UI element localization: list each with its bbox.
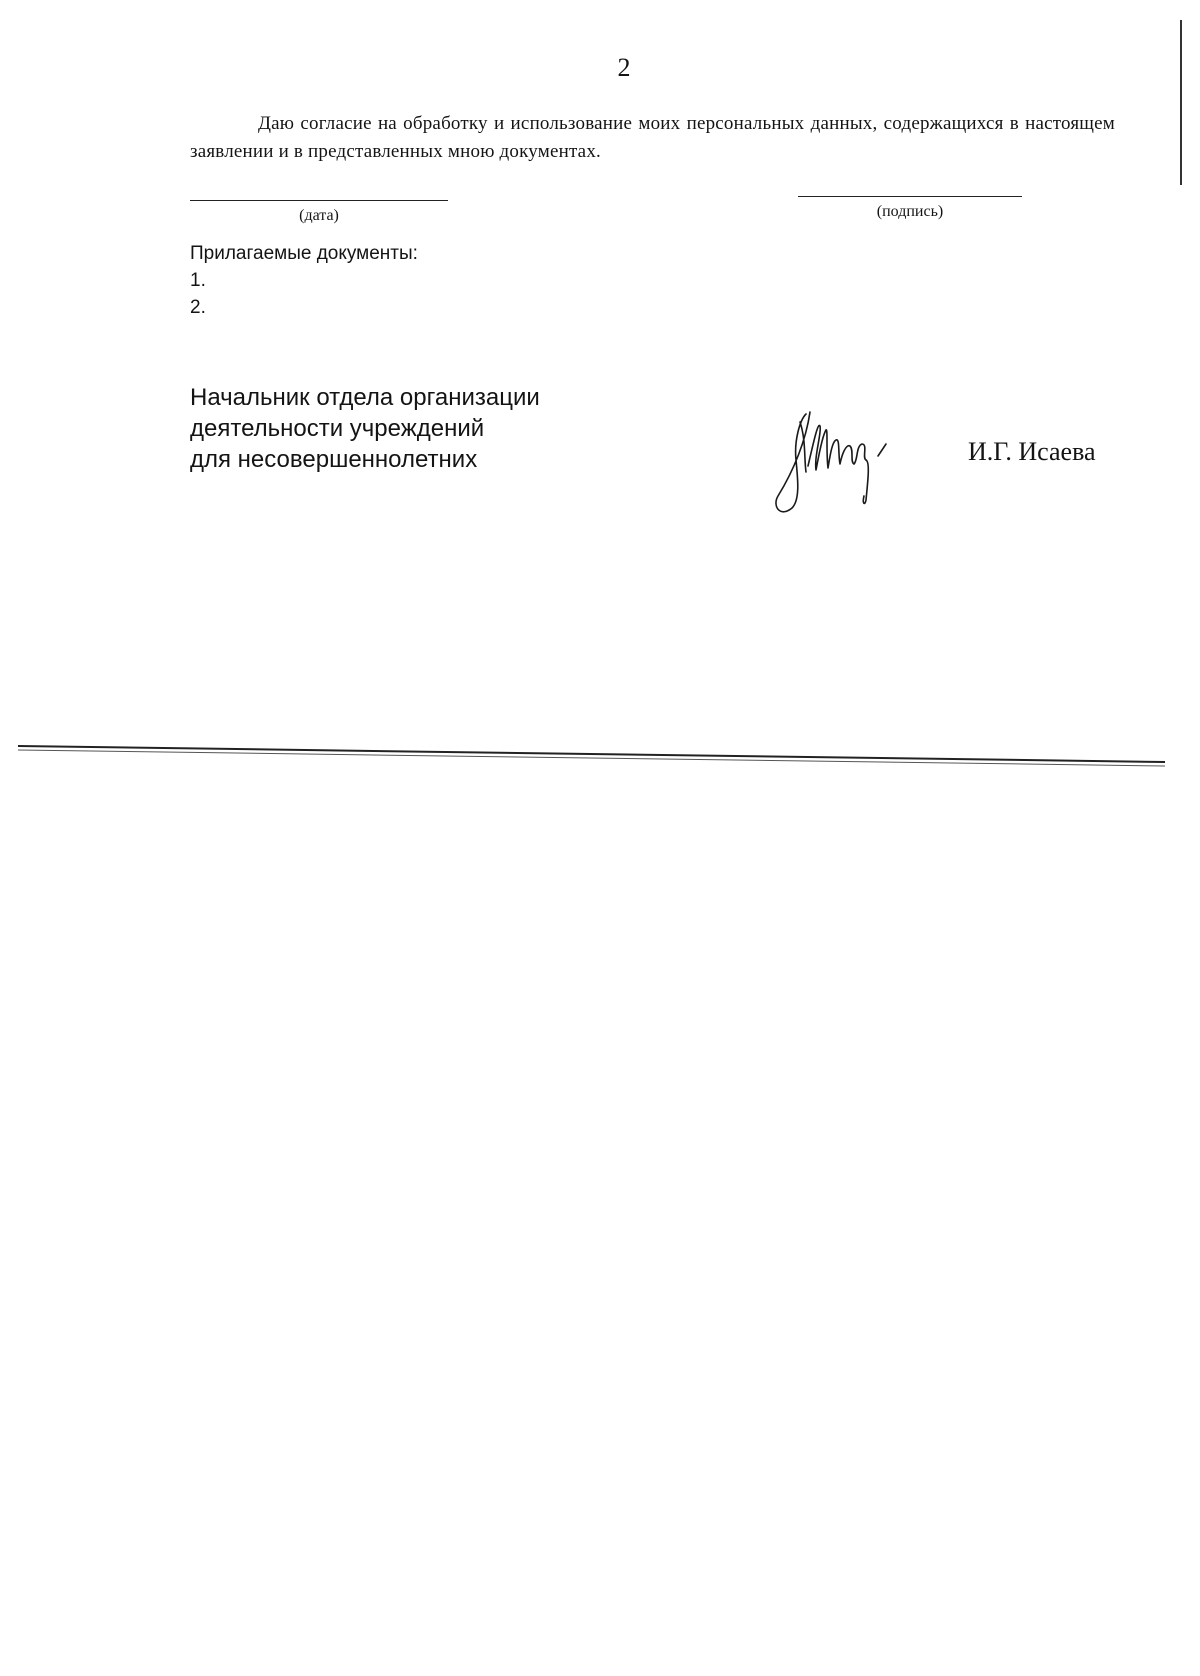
consent-paragraph: Даю согласие на обработку и использование моих персональных данных, содержащихся в настоящем заявлении и в представленных мною документах. <box>190 113 1115 162</box>
signer-name: И.Г. Исаева <box>968 437 1096 466</box>
position-line: деятельности учреждений <box>190 415 485 442</box>
scan-edge-line <box>1180 20 1182 185</box>
attachments-list <box>190 240 418 321</box>
attachment-item: 1. <box>190 270 206 291</box>
date-caption: (дата) <box>299 207 339 224</box>
position-line: Начальник отдела организации <box>190 384 540 411</box>
date-line <box>190 200 448 201</box>
attachments-heading: Прилагаемые документы: <box>190 243 418 264</box>
attachment-item: 2. <box>190 297 206 318</box>
signer-position <box>190 382 540 475</box>
position-line: для несовершеннолетних <box>190 446 478 473</box>
signature-line <box>798 196 1022 197</box>
handwritten-signature <box>770 400 920 520</box>
horizontal-rule <box>0 742 1200 772</box>
page-number: 2 <box>617 53 631 82</box>
signature-caption: (подпись) <box>876 203 944 220</box>
